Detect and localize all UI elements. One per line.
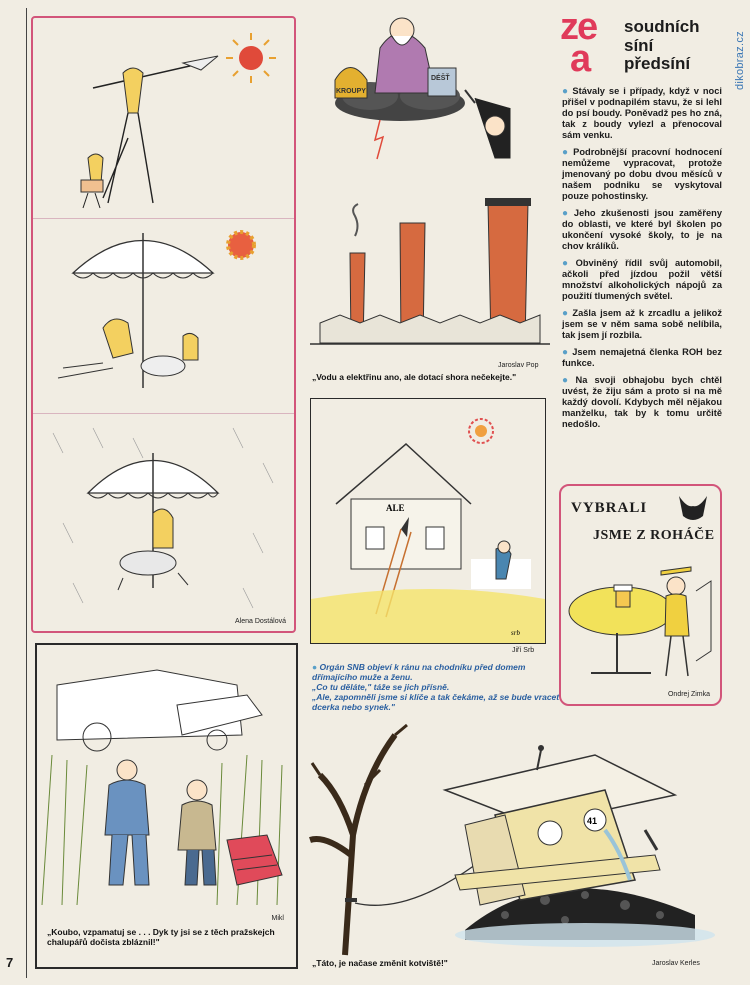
mikl-credit: Mikl xyxy=(271,915,284,922)
left-cartoon-strip xyxy=(31,16,296,633)
logo-a: a xyxy=(570,38,592,80)
vybrali-line1: VYBRALI xyxy=(571,500,648,516)
page-number: 7 xyxy=(6,955,14,970)
strip-frame-1-illustration xyxy=(33,18,294,218)
side-url[interactable]: dikobraz.cz xyxy=(734,31,746,90)
logo-ze: ze xyxy=(560,6,597,48)
strip-credit: Alena Dostálová xyxy=(235,618,286,625)
mikl-cartoon-illustration xyxy=(37,645,296,925)
kerles-credit: Jaroslav Kerles xyxy=(652,960,700,967)
mikl-caption: „Koubo, vzpamatuj se . . . Dyk ty jsi se z těch pražskejch chalupářů dočista zbláznil!" xyxy=(47,927,275,947)
bullet-icon: ● xyxy=(562,147,571,158)
quote-item: ● Na svoji obhajobu bych chtěl uvést, že žiju sám a proto si na mě každý dovolí. Kdybych měl nějakou manželku, tak by k tomu určitě nedošlo. xyxy=(562,375,722,429)
kerles-cartoon-illustration xyxy=(305,715,725,960)
bullet-icon: ● xyxy=(562,347,570,358)
quote-item: ● Stávaly se i případy, když v noci přišel v podnapilém stavu, že si lehl do psí boudy. Poněvadž pes ho zná, tak z boudy vylezl a přenocoval sám venku. xyxy=(562,86,722,140)
mikl-cartoon-panel xyxy=(35,643,298,969)
column-title-3: předsíní xyxy=(624,54,691,73)
quote-item: ● Obviněný řídil svůj automobil, ačkoli před jízdou požil větší množství alkoholických nápojů za použití tlumených světel. xyxy=(562,258,722,301)
quote-item: ● Jsem nemajetná členka ROH bez funkce. xyxy=(562,347,722,368)
quote-item: ● Jeho zkušenosti jsou zaměřeny do oblasti, ve které byl školen po ukončení vysoké školy, to je na chov králíků. xyxy=(562,208,722,251)
srb-cartoon-illustration xyxy=(311,399,545,643)
vybrali-cartoon-illustration xyxy=(561,551,721,691)
srb-credit: Jiří Srb xyxy=(512,647,535,654)
kerles-caption: „Táto, je načase změnit kotviště!" xyxy=(312,958,448,968)
left-margin-rule xyxy=(26,8,27,978)
vybrali-panel xyxy=(559,484,722,706)
column-title-2: síní xyxy=(624,36,654,55)
snb-anecdote: ● Orgán SNB objeví k ránu na chodníku před domem dřímajícího muže a ženu. „Co tu děláte," táže se jich přísně. „Ale, zapomněli jsme si klíče a tak čekáme, až se bude vracet dcerka nebo synek." xyxy=(312,662,560,712)
bullet-icon: ● xyxy=(312,662,320,672)
column-title-1: soudních xyxy=(624,17,700,36)
bag-label-dest: DÉŠŤ xyxy=(431,75,450,82)
bullet-icon: ● xyxy=(562,308,570,319)
srb-cartoon-panel xyxy=(310,398,546,644)
quotes-column xyxy=(562,86,722,436)
boat-number: 41 xyxy=(587,816,598,826)
bullet-icon: ● xyxy=(562,86,570,97)
pop-credit: Jaroslav Pop xyxy=(498,362,539,369)
quote-item: ● Zašla jsem až k zrcadlu a jelikož jsem se v něm sama sobě nelíbila, tak jsem jí rozbila. xyxy=(562,308,722,340)
vybrali-line2: JSME Z ROHÁČE xyxy=(593,528,715,543)
strip-frame-2-illustration xyxy=(33,218,294,413)
bullet-icon: ● xyxy=(562,208,571,219)
house-sign: ALE xyxy=(386,503,405,513)
column-logo xyxy=(560,6,700,82)
strip-frame-3-illustration xyxy=(33,413,294,635)
bullet-icon: ● xyxy=(562,375,573,386)
srb-signature: srb xyxy=(511,629,520,637)
quote-item: ● Podrobnější pracovní hodnocení nemůžeme vypracovat, protože jmenovaný po dobu dvou měsíců v našem podniku se vyskytoval pouze pohostinsky. xyxy=(562,147,722,201)
pop-cartoon-illustration xyxy=(310,8,550,358)
bullet-icon: ● xyxy=(562,258,573,269)
bag-label-kroupy: KROUPY xyxy=(336,88,366,95)
sun-icon xyxy=(239,46,263,70)
pop-caption: „Vodu a elektřinu ano, ale dotací shora nečekejte." xyxy=(312,372,517,382)
sun-icon xyxy=(228,232,254,258)
rohac-logo-icon xyxy=(677,494,711,524)
vybrali-credit: Ondrej Zimka xyxy=(667,691,710,698)
